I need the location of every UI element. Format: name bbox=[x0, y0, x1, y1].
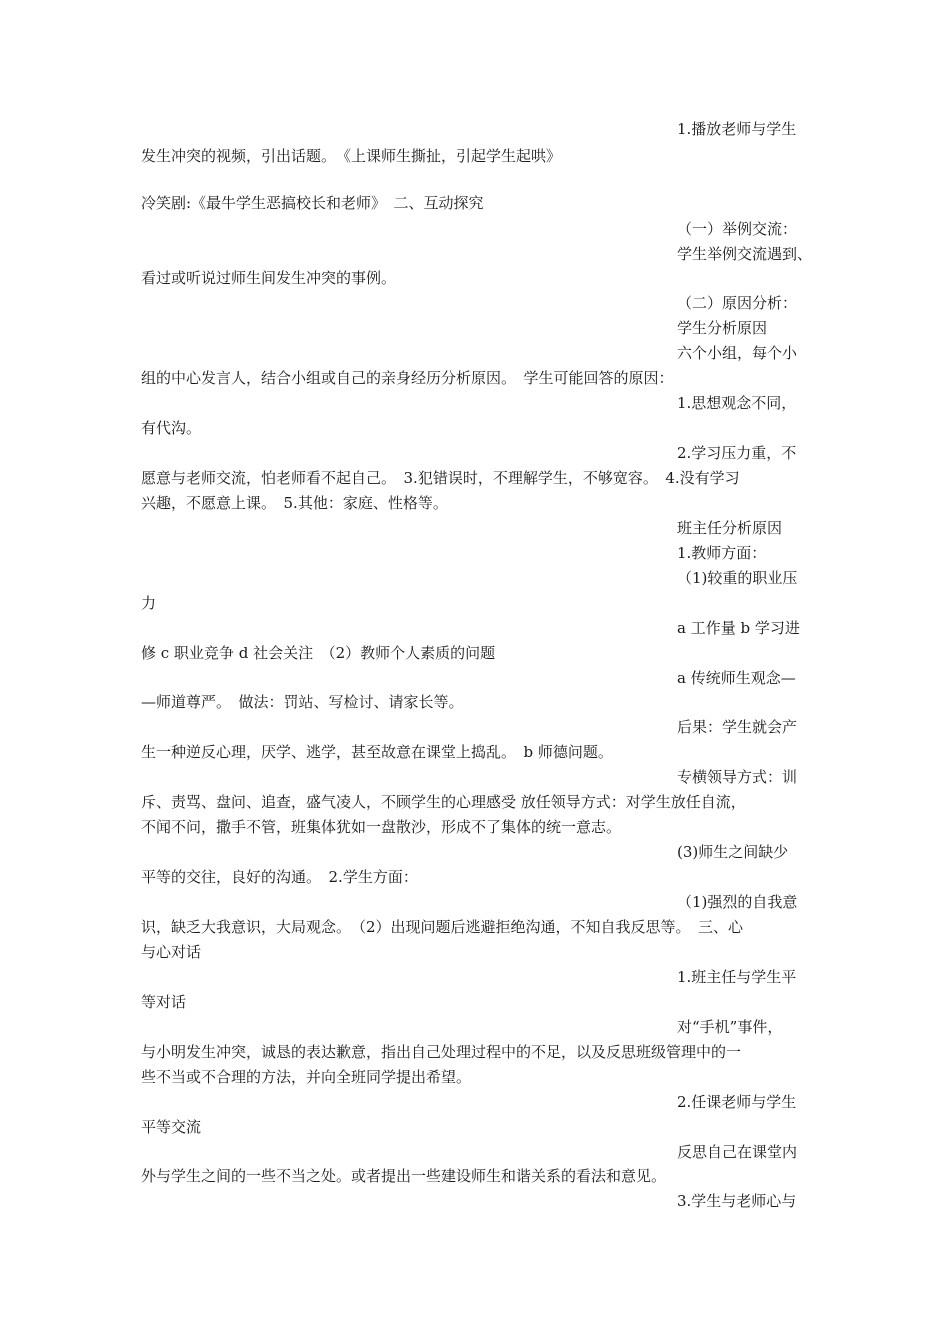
text-line: a 传统师生观念— bbox=[677, 669, 796, 687]
text-line: 1.播放老师与学生 bbox=[677, 120, 797, 138]
text-line: 专横领导方式：训 bbox=[677, 768, 798, 786]
text-line: 不闻不问，撒手不管，班集体犹如一盘散沙，形成不了集体的统一意志。 bbox=[141, 818, 622, 836]
text-line: a 工作量 b 学习进 bbox=[677, 619, 800, 637]
text-line: 与小明发生冲突，诚恳的表达歉意，指出自己处理过程中的不足，以及反思班级管理中的一 bbox=[141, 1043, 742, 1061]
text-line: （1)较重的职业压 bbox=[677, 569, 798, 587]
text-line: 兴趣，不愿意上课。 5.其他：家庭、性格等。 bbox=[141, 494, 448, 512]
text-line: 2.任课老师与学生 bbox=[677, 1093, 797, 1111]
text-line: 反思自己在课堂内 bbox=[677, 1143, 798, 1161]
text-line: 识，缺乏大我意识，大局观念。 （2）出现问题后逃避拒绝沟通，不知自我反思等。 三、心 bbox=[141, 918, 744, 936]
text-line: 有代沟。 bbox=[141, 419, 202, 437]
text-line: （1)强烈的自我意 bbox=[677, 893, 798, 911]
text-line: （一）举例交流： bbox=[677, 220, 798, 238]
text-line: 看过或听说过师生间发生冲突的事例。 bbox=[141, 269, 397, 287]
text-line: 班主任分析原因 bbox=[677, 519, 783, 537]
text-line: （二）原因分析： bbox=[677, 294, 798, 312]
text-line: 学生举例交流遇到、 bbox=[677, 245, 813, 263]
text-line: 等对话 bbox=[141, 993, 187, 1011]
text-line: 平等交流 bbox=[141, 1118, 202, 1136]
text-line: 2.学习压力重，不 bbox=[677, 444, 797, 462]
text-line: 冷笑剧:《最牛学生恶搞校长和老师》 二、互动探究 bbox=[141, 194, 484, 212]
text-line: 些不当或不合理的方法，并向全班同学提出希望。 bbox=[141, 1068, 472, 1086]
text-line: 1.思想观念不同， bbox=[677, 394, 797, 412]
text-line: 学生分析原因 bbox=[677, 319, 768, 337]
text-line: 平等的交往，良好的沟通。 2.学生方面： bbox=[141, 868, 418, 886]
text-line: 斥、责骂、盘问、追查，盛气凌人，不顾学生的心理感受 放任领导方式：对学生放任自流， bbox=[141, 793, 746, 811]
text-line: 生一种逆反心理，厌学、逃学，甚至故意在课堂上捣乱。 b 师德问题。 bbox=[141, 743, 613, 761]
text-line: 与心对话 bbox=[141, 943, 202, 961]
text-line: 后果：学生就会产 bbox=[677, 718, 798, 736]
text-line: 外与学生之间的一些不当之处。或者提出一些建设师生和谐关系的看法和意见。 bbox=[141, 1167, 667, 1185]
text-line: 3.学生与老师心与 bbox=[677, 1192, 797, 1210]
text-line: (3)师生之间缺少 bbox=[677, 843, 789, 861]
text-line: 组的中心发言人，结合小组或自己的亲身经历分析原因。 学生可能回答的原因： bbox=[141, 369, 674, 387]
text-line: 对“手机”事件， bbox=[677, 1018, 783, 1036]
text-line: 1.教师方面： bbox=[677, 544, 767, 562]
text-line: 发生冲突的视频，引出话题。 《上课师生撕扯，引起学生起哄》 bbox=[141, 147, 562, 165]
text-line: 修 c 职业竞争 d 社会关注 （2）教师个人素质的问题 bbox=[141, 644, 496, 662]
text-line: 1.班主任与学生平 bbox=[677, 968, 797, 986]
text-line: —师道尊严。 做法：罚站、写检讨、请家长等。 bbox=[141, 693, 464, 711]
text-line: 六个小组，每个小 bbox=[677, 344, 798, 362]
text-line: 愿意与老师交流，怕老师看不起自己。 3.犯错误时，不理解学生，不够宽容。 4.没有学习 bbox=[141, 469, 740, 487]
text-line: 力 bbox=[141, 594, 157, 612]
